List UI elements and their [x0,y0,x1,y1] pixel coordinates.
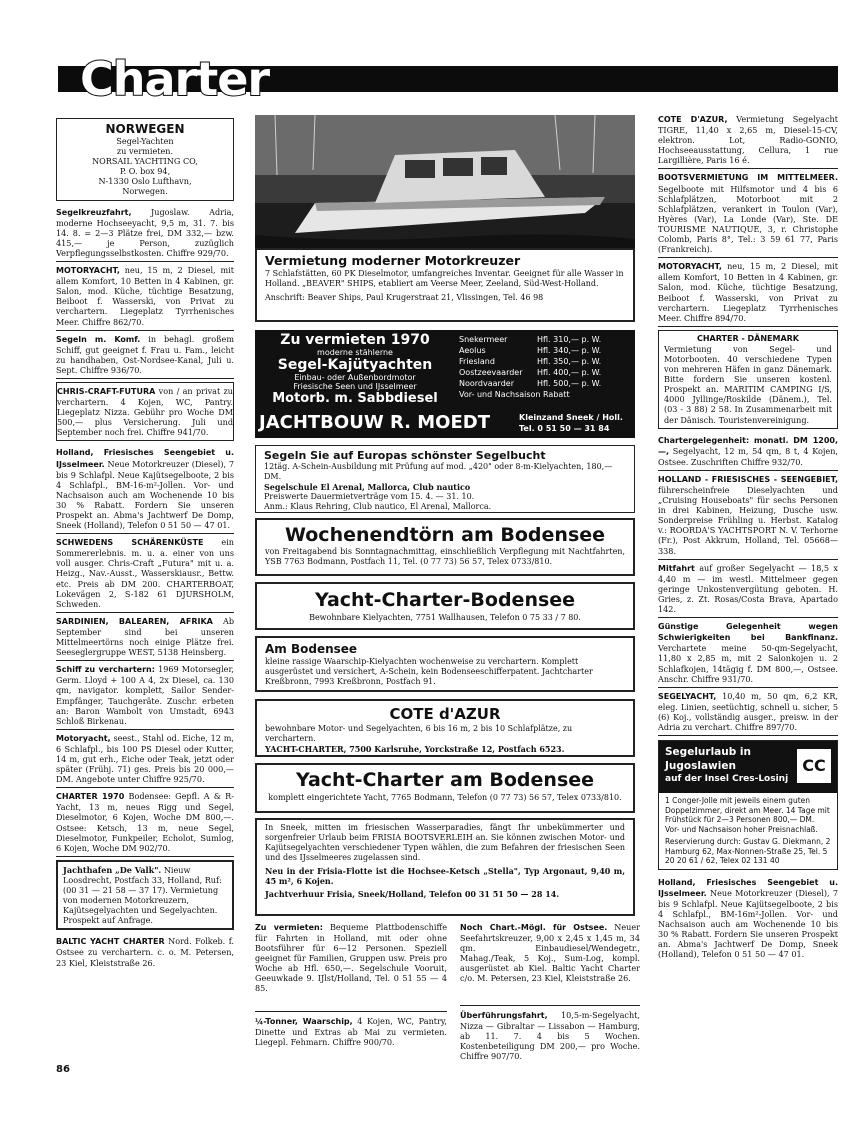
classified-entry [460,1010,640,1066]
moedt-line: Motorb. m. Sabbdiesel [272,391,438,406]
ad-text: komplett eingerichtete Yacht, 7765 Bodmann, Telefon (0 77 73) 56 57, Telex 0733/810. [268,793,622,802]
classified-entry [658,688,838,736]
norway-title: NORWEGEN [105,122,185,136]
entry-lead: Chartergelegenheit: monatl. DM 1200,—, [658,435,838,456]
entry-text: Verchartete meine 50-qm-Segelyacht, 11,80 x 2,85 m, mit 2 Salonkojen u. 2 Schlafkojen, 14tägig f. DM 800,—, Ostsee. Anschr. Chiffre 931/70. [658,643,838,684]
classified-entry [56,788,234,857]
classified-entry [56,730,234,788]
classified-entry [255,922,447,1012]
entry-text: Neue Motorkreuzer (Diesel), 7 bis 9 Schlafpl. Neue Kajütsegelboote, 2 bis 4 Schlafpl., BM-16m²-Jollen. Vor- und Nachsaison auch am Wochenende 10 bis 30 % Rabatt. Fordern Sie unseren Prospekt an. Abma's Jachtwerf De Domp, Sneek (Holland), Telefon 0 51 50 — 47 01. [658,887,838,960]
entry-lead: MOTORYACHT, [658,262,722,272]
entry-lead: BOOTSVERMIETUNG IM MITTELMEER. [658,173,838,183]
ad-text: 1 Conger-Jolle mit jeweils einem guten Doppelzimmer, direkt am Meer. 14 Tage mit Frühstück für 2—3 Personen 800,— DM. Vor- und Nachsaison hoher Preisnachlaß. [665,796,830,834]
moedt-line: Zu vermieten 1970 [280,332,430,348]
page-title: Charter [80,52,270,106]
ad-text: Reservierung durch: Gustav G. Diekmann, 2 Hamburg 62, Max-Nonnen-Straße 25, Tel. 5 20 20 61 / 62, Telex 02 131 40 [665,837,831,866]
left-column [56,115,234,1075]
ad-text: Bewohnbare Kielyachten, 7751 Wallhausen, Telefon 0 75 33 / 7 80. [309,613,581,622]
entry-text: neu, 15 m, 2 Diesel, mit allem Komfort, 10 Betten in 4 Kabinen, gr. Salon, mod. Küche, tüchtige Besatzung, Beiboot f. Wasserski, von Privat zu verchartern. Liegeplatz Tyrrhenisches Meer. Chiffre 862/70. [56,265,234,327]
classified-entry [658,432,838,471]
entry-text: Vermietung Segelyacht TIGRE, 11,40 x 2,65 m, Diesel-15-CV, elektron. Lot, Radio-GONIO, Hochseeausstattung, Cellura, 1 rue Largillière, Paris 16 é. [658,114,838,166]
entry-lead: COTE D'AZUR, [658,115,728,124]
entry-text: 10,5-m-Segelyacht, Nizza — Gibraltar — Lissabon — Hamburg, ab 11. 7. 4 bis 5 Wochen. Kostenbeteiligung DM 200,— pro Woche. Chiffre 907/70. [460,1010,640,1061]
entry-lead: ¼-Tonner, Waarschip, [255,1017,353,1026]
entry-text: Bequeme Plattbodenschiffe für Fahrten in Holland, mit oder ohne Bootsführer für 6—12 Personen. Speziell geeignet für Familien, Gruppen usw. Preis pro Woche ab Hfl. 650,—. Segelschule Vooruit, Geeuwkade 9. IJlst/Holland, Tel. 0 51 55 — 4 85. [255,922,447,993]
classified-entry [658,111,838,169]
classified-entry [56,613,234,661]
entry-text: Jugoslaw. Adria, moderne Hochseeyacht, 9,5 m, 31. 7. bis 14. 8. = 2—3 Plätze frei, DM 332,— bzw. 415,— je Person, zuzüglich Verpflegungsselbstkosten. Chiffre 929/70. [56,206,234,258]
ad-title: COTE d'AZUR [389,705,501,723]
ad-address: Anschrift: Beaver Ships, Paul Krugerstraat 21, Vlissingen, Tel. 46 98 [265,293,544,302]
ad-title: Yacht-Charter-Bodensee [314,589,576,611]
de-valk-ad [56,860,234,931]
entry-text: führerscheinfreie Dieselyachten und „Cruising Houseboats" für sechs Personen in drei Kabinen, Heizung, Dusche usw. Sonderpreise Frühling u. Herbst. Katalog v.: ROORDA'S YACHTSPORT N. V. Terhorne (Fr.), Post Akkrum, Holland, Tel. 05668—338. [658,485,838,556]
entry-lead: MOTORYACHT, [56,266,120,276]
entry-text: ein Sommererlebnis. m. u. a. einer von uns voll ausger. Chris-Craft „Futura" mit u. a. Heizg., Nav.-Ausst., Wasserskiausr., Bettw. etc. Preis ab DM 200. CHARTERBOAT, Lokevägen 2, S-182 61 DJURSHOLM, Schweden. [56,537,234,609]
ad-text: Anm.: Klaus Rehring, Club nautico, El Arenal, Mallorca. [264,502,492,511]
ad-text: Neu in der Frisia-Flotte ist die Hochsee-Ketsch „Stella", Typ Argonaut, 9,40 m, 45 m², 6 Kojen. [265,866,625,886]
classified-entry [658,560,838,618]
entry-lead: Segelkreuzfahrt, [56,207,132,217]
entry-text: neu, 15 m, 2 Diesel, mit allem Komfort, 10 Betten in 4 Kabinen, gr. Salon, mod. Küche, tüchtige Besatzung, Beiboot f. Wasserski, von Privat zu verchartern. Liegeplatz Tyrrhenisches Meer. Chiffre 894/70. [658,261,838,323]
classified-entry [658,471,838,560]
ad-text: In Sneek, mitten im friesischen Wasserparadies, fängt Ihr unbekümmerter und sorgenfreier Urlaub beim FRISIA BOOTSVERLEIH an. Sie können zwischen Motor- und Kajütsegelyachten verschiedener Typen wählen, die zum Befahren der friesischen Seen und des IJsselmeeres zugelassen sind. [265,823,625,862]
entry-lead: SARDINIEN, BALEAREN, AFRIKA [56,616,213,626]
classified-entry [56,331,234,379]
ad-text: 7 Schlafstätten, 60 PK Dieselmotor, umfangreiches Inventar. Geeignet für alle Wasser in Holland. „BEAVER" SHIPS, etabliert am Veerse Meer, Zeeland, Süd-West-Holland. [265,269,624,288]
ad-text: kleine rassige Waarschip-Kielyachten wochenweise zu verchartern. Komplett ausgerüstet und versichert, A-Schein, kein Bodenseeschifferpatent. Jachtcharter Kreßbronn, 7993 Kreßbronn, Postfach 91. [265,657,593,686]
motorkreuzer-ad [255,248,635,322]
classified-entry [56,262,234,331]
boat-illustration [255,115,635,248]
classified-entry [460,922,640,1006]
am-bodensee-ad [255,636,635,692]
norway-ad [56,118,234,201]
daenemark-ad [658,330,838,429]
classified-entry [658,169,838,258]
cres-line: Segelurlaub in [665,746,751,759]
entry-lead: Holland, Friesisches Seengebiet u. IJsselmeer. [56,448,234,469]
entry-text: 10,40 m, 50 qm, 6,2 KR, eleg. Linien, seetüchtig, schnell u. sicher, 5 (6) Koj., vollständig ausger., preisw. in der Adria zu verchart. Chiffre 897/70. [658,690,838,732]
entry-lead: CHRIS-CRAFT-FUTURA [57,386,156,396]
ad-address: Jachtverhuur Frisia, Sneek/Holland, Telefon 00 31 51 50 — 28 14. [265,889,560,899]
entry-lead: Segeln m. Komf. [56,334,141,344]
price-row: Noordvaarder Hfl. 500,— p. W. [459,379,602,388]
frisia-ad [255,818,635,916]
moedt-phone: Tel. 0 51 50 — 31 84 [519,424,610,433]
cres-line: Jugoslawien [665,760,736,773]
classified-entry [56,661,234,730]
page-number: 86 [56,1064,70,1075]
entry-lead: Überführungsfahrt, [460,1011,548,1020]
entry-lead: CHARTER 1970 [56,792,125,802]
entry-lead: Günstige Gelegenheit wegen Schwierigkeiten bei Bankfinanz. [658,622,838,643]
entry-text: Nieuw Loosdrecht, Postfach 33, Holland, Ruf: (00 31 — 21 58 — 37 17). Vermietung von modernen Motorkreuzern, Kajütsegelyachten und Segelyachten. Prospekt auf Anfrage. [63,864,222,926]
entry-lead: SEGELYACHT, [658,691,717,701]
ad-text: von Freitagabend bis Sonntagnachmittag, einschließlich Verpflegung mit Nachtfahrten, YSB 7763 Bodmann, Postfach 11, Tel. (0 77 73) 56 57, Telex 0733/810. [265,547,625,566]
entry-text: von / an privat zu verchartern. 4 Kojen, WC, Pantry. Liegeplatz Nizza. Gebühr pro Woche DM 500,— plus Versicherung. Juli und September noch frei. Chiffre 941/70. [57,385,233,438]
classified-entry [56,933,234,970]
cres-line: auf der Insel Cres-Losinj [665,774,789,785]
ad-address: YACHT-CHARTER, 7500 Karlsruhe, Yorckstraße 12, Postfach 6523. [265,744,565,754]
yacht-charter-bodensee-ad [255,582,635,630]
norway-line: Norwegen. [122,186,168,197]
cres-logo: CC [797,749,831,783]
ad-text: bewohnbare Motor- und Segelyachten, 6 bis 16 m, 2 bis 10 Schlafplätze, zu verchartern. [265,724,573,743]
price-row: Friesland Hfl. 350,— p. W. [459,357,602,366]
norway-line: NORSAIL YACHTING CO, [92,156,198,167]
yacht-charter-am-bodensee-ad [255,763,635,813]
moedt-line: Einbau- oder Außenbordmotor [294,373,416,382]
entry-lead: BALTIC YACHT CHARTER [56,937,165,947]
ad-text: 12täg. A-Schein-Ausbildung mit Prüfung auf mod. „420" oder 8-m-Kielyachten, 180,— DM. [264,462,613,481]
ad-text: Preiswerte Dauermietverträge vom 15. 4. — 31. 10. [264,492,475,501]
europa-ad [255,445,635,513]
ad-title: Yacht-Charter am Bodensee [295,769,595,791]
entry-lead: Zu vermieten: [255,923,323,932]
entry-lead: SCHWEDENS SCHÄRENKÜSTE [56,538,204,548]
moedt-address: Kleinzand Sneek / Holl. [519,413,623,422]
entry-lead: Motoryacht, [56,733,111,743]
wochenendtoern-ad [255,518,635,576]
entry-text: in behagl. großem Schiff, gut geeignet f. Frau u. Fam., leicht zu handhaben, Ost-Nordsee-Kanal, Juli u. Sept. Chiffre 936/70. [56,333,234,375]
classified-entry-boxed [56,382,234,441]
classified-entry [56,444,234,534]
norway-line: P. O. box 94, [119,166,171,177]
entry-text: 4 Kojen, WC, Pantry, Dinette und Extras ab Mai zu vermieten. Liegepl. Fehmarn. Chiffre 900/70. [255,1016,447,1047]
entry-text: Ab September sind bei unseren Mittelmeertörns noch einige Plätze frei. Seeseglergruppe WEST, 5138 Heinsberg. [56,615,234,658]
price-row: Snekermeer Hfl. 310,— p. W. [459,335,602,344]
cres-losinj-ad [658,740,838,870]
norway-line: Segel-Yachten [116,136,174,146]
entry-text: seest., Stahl od. Eiche, 12 m, 6 Schlafpl., bis 100 PS Diesel oder Kutter, 14 m, gut erh., Eiche oder Teak, jetzt oder später (Frühj. 71) ges. Preis bis 20 000,— DM. Angebote unter Chiffre 925/70. [56,732,234,785]
ad-title: Vermietung moderner Motorkreuzer [265,253,521,268]
entry-lead: Jachthafen „De Valk". [63,864,162,875]
price-row: Aeolus Hfl. 340,— p. W. [459,346,602,355]
entry-text: Neue Motorkreuzer (Diesel), 7 bis 9 Schlafpl. Neue Kajütsegelboote, 2 bis 4 Schlafpl., BM-16-m²-Jollen. Vor- und Nachsaison auch am Wochenende 10 bis 30 % Rabatt. Fordern Sie unseren Prospekt an. Abma's Jachtwerf De Domp, Sneek (Holland), Telefon 0 51 50 — 47 01. [56,458,234,531]
cres-header [659,741,837,793]
ad-title: Wochenendtörn am Bodensee [284,524,606,546]
moedt-line: Segel-Kajütyachten [277,357,433,373]
classified-entry [658,618,838,688]
entry-lead: CHARTER - DÄNEMARK [696,333,800,343]
right-column [658,111,838,1061]
moedt-ad [255,330,635,438]
price-row: Oostzeevaarder Hfl. 400,— p. W. [459,368,602,377]
motor-cruiser-photo [255,115,635,248]
ad-title: Am Bodensee [265,642,358,656]
norway-line: N-1330 Oslo Lufthavn, [98,176,192,187]
classified-entry [658,258,838,327]
entry-text: Bodensee: Gepfl. A & R-Yacht, 13 m, neues Rigg und Segel, Dieselmotor, 6 Kojen, Woche DM 800,—. Ostsee: Ketsch, 13 m, neue Segel, Dieselmotor, Funkpeiler, Echolot, Sumlog, 6 Kojen, Woche DM 902/70. [56,791,234,853]
entry-lead: Noch Chart.-Mögl. für Ostsee. [460,923,608,932]
entry-text: 1969 Motorsegler, Germ. Lloyd + 100 A 4, 2x Diesel, ca. 130 qm, navigator. komplett, Sailor Sender-Empfänger, Tauchgeräte. Zuschr. erbeten an: Baron Wambolt von Umstadt, 6943 Schloß Birkenau. [56,664,234,726]
ad-text: Segelschule El Arenal, Mallorca, Club nautico [264,482,471,492]
entry-text: Nord. Folkeb. f. Ostsee zu verchartern. c. o. M. Petersen, 23 Kiel, Kleiststraße 26. [56,936,234,968]
moedt-line: Friesische Seen und IJsselmeer [293,382,417,391]
entry-text: Vermietung von Segel- und Motorbooten. 40 verschiedene Typen von mehreren Häfen in ganz Dänemark. Bitte fordern Sie unseren kostenl. Prospekt an. MARITIM CAMPING I/S, 4000 Jyllinge/Roskilde (Dänem.), Tel. (03 - 3 88) 2 58. In Zusammenarbeit mit der Dänisch. Touristenvereinigung. [664,343,832,425]
moedt-name: JACHTBOUW R. MOEDT [259,412,490,433]
cote-dazur-ad [255,699,635,757]
entry-text: auf großer Segelyacht — 18,5 x 4,40 m — im westl. Mittelmeer gegen geringe Unkostenvergütung geboten. H. Gries, z. Zt. Rosas/Costa Brava, Apartado 142. [658,562,838,615]
classified-entry [56,204,234,262]
ad-title: Segeln Sie auf Europas schönster Segelbucht [264,449,546,462]
moedt-line: moderne stählerne [317,348,393,357]
classified-entry [56,534,234,613]
classified-entry [658,874,838,963]
entry-lead: Mitfahrt [658,563,695,573]
price-rabatt: Vor- und Nachsaison Rabatt [459,390,570,399]
entry-text: Segelyacht, 12 m, 54 qm, 8 t, 4 Kojen, Ostsee. Zuschriften Chiffre 932/70. [658,445,838,467]
entry-text: Segelboote mit Hilfsmotor und 4 bis 6 Schlafplätzen, Motorboot mit 2 Schlafplätzen, verankert in Toulon (Var), Hyères (Var), La Londe (Var), Ste. DE TOURISME NAUTIQUE, 3, r. Christophe Colomb, Paris 8°, Tel.: 3 59 61 77, Paris (Frankreich). [658,183,838,255]
classified-entry [255,1016,447,1066]
entry-lead: Schiff zu verchartern: [56,665,155,675]
norway-line: zu vermieten. [116,146,174,157]
entry-lead: Holland, Friesisches Seengebiet u. IJsselmeer. [658,877,838,898]
entry-lead: HOLLAND - FRIESISCHES - SEENGEBIET, [658,474,838,484]
entry-text: Neuer Seefahrtskreuzer, 9,00 x 2,45 x 1,45 m, 34 qm. Einbaudiesel/Wendegetr., Mahag./Teak, 5 Koj., Sum-Log, kompl. ausgerüstet ab Kiel. Baltic Yacht Charter c/o. M. Petersen, 23 Kiel, Kleiststraße 26. [460,922,640,983]
